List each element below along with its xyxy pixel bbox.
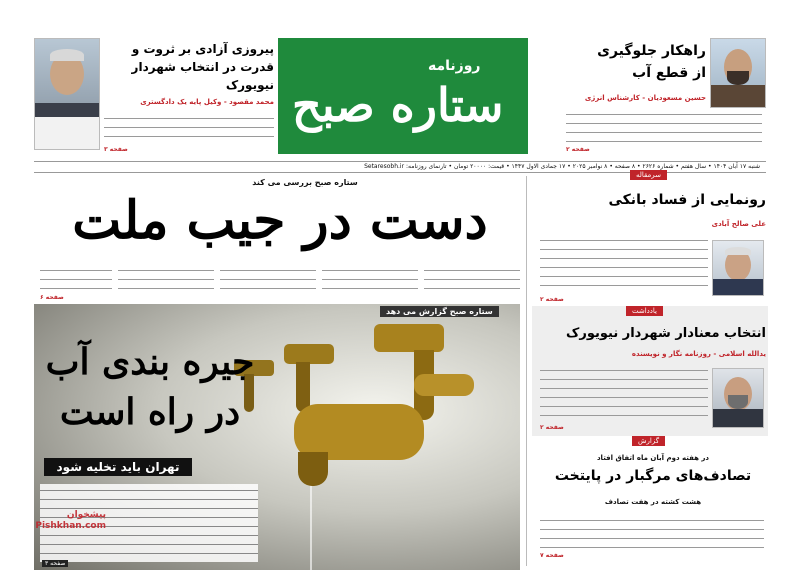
main-page-ref: صفحه ۶ (40, 294, 64, 301)
author-photo-salehabadi (712, 240, 764, 296)
main-body-col-3 (220, 264, 316, 294)
top-left-author: محمد مقصود - وکیل پایه یک دادگستری (140, 98, 274, 106)
story3-body-text (540, 514, 764, 550)
logo-sub: روزنامه (428, 58, 481, 74)
photo-story-headline-line1[interactable]: جیره بندی آب (45, 341, 255, 383)
main-body-col-1 (424, 264, 520, 294)
story3-kicker: در هفته دوم آبان ماه اتفاق افتاد (596, 454, 710, 462)
story2-body-text (540, 364, 708, 420)
author-photo-eslami (712, 368, 764, 428)
story3-sub: هشت کشته در هفت تصادف (604, 498, 702, 506)
story1-headline[interactable]: رونمایی از فساد بانکی (608, 192, 766, 208)
story3-label: گزارش (632, 436, 665, 446)
story1-label: سرمقاله (630, 170, 667, 180)
right-col-divider (526, 176, 527, 566)
masthead-logo[interactable] (278, 38, 528, 154)
story2-headline[interactable]: انتخاب معنادار شهردار نیویورک (566, 326, 766, 341)
pishkhan-watermark: پیشخوان Pishkhan.com (35, 510, 106, 531)
main-body-col-5 (40, 264, 112, 294)
top-left-page-ref: صفحه ۳ (104, 146, 128, 153)
main-headline[interactable]: دست در جیب ملت (72, 190, 488, 251)
main-body-col-4 (118, 264, 214, 294)
top-left-headline[interactable]: پیروزی آزادی بر ثروت و قدرت در انتخاب شهردار نیویورک (131, 42, 274, 92)
author-photo-maghsoud (34, 38, 100, 150)
photo-story-sub[interactable]: تهران باید تخلیه شود (44, 458, 192, 476)
top-right-page-ref: صفحه ۲ (566, 146, 590, 153)
logo-main: ستاره صبح (292, 78, 504, 132)
story1-page-ref: صفحه ۲ (540, 296, 564, 303)
story2-label: یادداشت (626, 306, 663, 316)
photo-story-page-ref: صفحه ۳ (42, 560, 68, 567)
main-body-col-2 (322, 264, 418, 294)
photo-story-headline-line2[interactable]: در راه است (59, 391, 241, 433)
top-left-body-text (104, 112, 274, 144)
story1-author: علی صالح آبادی (711, 220, 766, 228)
photo-story-kicker: ستاره صبح گزارش می دهد (380, 306, 499, 317)
top-right-author: حسین مسعودیان - کارشناس انرژی (584, 94, 706, 102)
story2-page-ref: صفحه ۲ (540, 424, 564, 431)
story2-author: یدالله اسلامی - روزنامه نگار و نویسنده (631, 350, 766, 358)
top-right-headline[interactable]: راهکار جلوگیری از قطع آب (597, 43, 706, 81)
top-right-body-text (566, 108, 762, 142)
author-photo-masoudian (710, 38, 766, 108)
story1-body-text (540, 234, 708, 294)
story3-page-ref: صفحه ۷ (540, 552, 564, 559)
main-kicker: ستاره صبح بررسی می کند (252, 178, 358, 187)
story3-headline[interactable]: تصادف‌های مرگبار در پایتخت (554, 468, 752, 484)
dateline: شنبه ۱۷ آبان ۱۴۰۴ • سال هفتم • شماره ۲۶۲۶ • ۸ صفحه • ۸ نوامبر ۲۰۲۵ • ۱۷ جمادی الاول ۱۴۴۷ • قیمت: ۲۰۰۰۰ تومان • تارنمای روزنامه: Setaresobh.ir (364, 163, 760, 170)
